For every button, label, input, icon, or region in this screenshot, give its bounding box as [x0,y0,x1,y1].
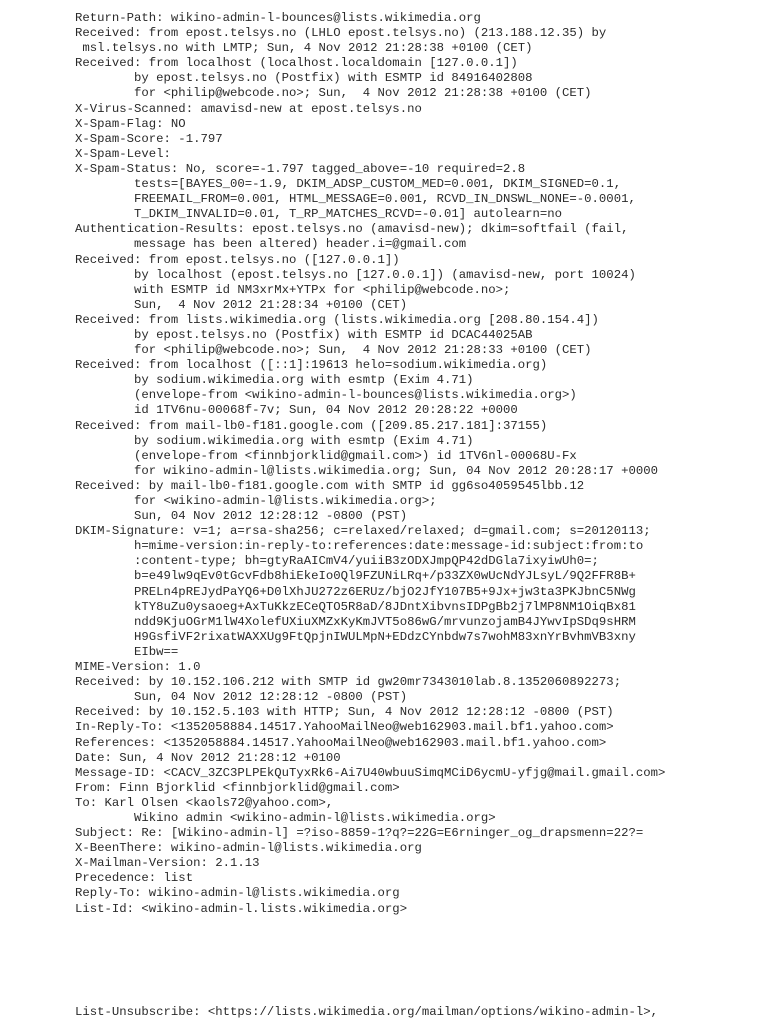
header-line: for <wikino-admin-l@lists.wikimedia.org>; [75,494,437,508]
header-line: From: Finn Bjorklid <finnbjorklid@gmail.com> [75,780,400,795]
header-line: by localhost (epost.telsys.no [127.0.0.1]) (amavisd-new, port 10024) [75,267,636,282]
header-line: for <philip@webcode.no>; Sun, 4 Nov 2012 21:28:33 +0100 (CET) [75,343,592,358]
header-line: FREEMAIL_FROM=0.001, HTML_MESSAGE=0.001, RCVD_IN_DNSWL_NONE=-0.0001, [75,192,636,207]
header-line: (envelope-from <finnbjorklid@gmail.com>) id 1TV6nl-00068U-Fx [75,448,577,463]
header-line: Authentication-Results: epost.telsys.no (amavisd-new); dkim=softfail (fail, [75,222,629,237]
header-line: Reply-To: wikino-admin-l@lists.wikimedia.org [75,886,400,901]
header-line: for <philip@webcode.no>; Sun, 4 Nov 2012 21:28:38 +0100 (CET) [75,86,592,101]
header-line: Subject: Re: [Wikino-admin-l] =?iso-8859-1?q?=22G=E6rninger_og_drapsmenn=22?= [75,826,644,841]
header-line: Precedence: list [75,871,194,886]
header-line: Message-ID: <CACV_3ZC3PLPEkQuTyxRk6-Ai7U40wbuuSimqMCiD6ycmU-yfjg@mail.gmail.com> [75,765,666,780]
header-line: msl.telsys.no with LMTP; Sun, 4 Nov 2012 21:28:38 +0100 (CET) [75,41,533,56]
header-line: Received: from epost.telsys.no (LHLO epost.telsys.no) (213.188.12.35) by [75,26,607,41]
header-line: by sodium.wikimedia.org with esmtp (Exim 4.71) [75,433,474,448]
header-line: by epost.telsys.no (Postfix) with ESMTP id DCAC44025AB [75,327,533,342]
header-line: X-Virus-Scanned: amavisd-new at epost.telsys.no [75,101,422,116]
header-line: :content-type; bh=gtyRaAICmV4/yuiiB3zODXJmpQP42dDGla7ixyiwUh0=; [75,554,599,569]
header-line: X-BeenThere: wikino-admin-l@lists.wikimedia.org [75,841,422,856]
header-line: by epost.telsys.no (Postfix) with ESMTP id 84916402808 [75,71,533,86]
header-line: Received: from lists.wikimedia.org (lists.wikimedia.org [208.80.154.4]) [75,312,599,327]
header-line: DKIM-Signature: v=1; a=rsa-sha256; c=relaxed/relaxed; d=gmail.com; s=20120113; [75,524,651,539]
header-line: Received: from mail-lb0-f181.google.com ([209.85.217.181]:37155) [75,418,548,433]
header-line: Received: from localhost (localhost.localdomain [127.0.0.1]) [75,56,518,71]
header-line: tests=[BAYES_00=-1.9, DKIM_ADSP_CUSTOM_MED=0.001, DKIM_SIGNED=0.1, [75,177,622,192]
header-line: h=mime-version:in-reply-to:references:date:message-id:subject:from:to [75,539,644,554]
header-line: for wikino-admin-l@lists.wikimedia.org; Sun, 04 Nov 2012 20:28:17 +0000 [75,463,658,478]
header-line: Received: by 10.152.106.212 with SMTP id gw20mr7343010lab.8.1352060892273; [75,675,622,690]
header-line: b=e49lw9qEv0tGcvFdb8hiEkeIo0Ql9FZUNiLRq+/p33ZX0wUcNdYJLsyL/9Q2FFR8B+ [75,569,636,584]
header-line: X-Mailman-Version: 2.1.13 [75,856,260,871]
header-line: kTY8uZu0ysaoeg+AxTuKkzECeQTO5R8aD/8JDntXibvnsIDPgBb2j7lMP8NM1OiqBx81 [75,599,636,614]
header-line: Sun, 4 Nov 2012 21:28:34 +0100 (CET) [75,297,408,312]
header-line: Received: from epost.telsys.no ([127.0.0.1]) [75,252,400,267]
header-line: by sodium.wikimedia.org with esmtp (Exim 4.71) [75,373,474,388]
header-line: List-Id: <wikino-admin-l.lists.wikimedia.org> [75,901,408,916]
header-line: (envelope-from <wikino-admin-l-bounces@lists.wikimedia.org>) [75,388,577,403]
header-line: EIbw== [75,644,179,659]
email-header-block [75,11,665,917]
header-line: ndd9KjuOGrM1lW4XolefUXiuXMZxKyKmJVT5o86wG/mrvunzojamB4JYwvIpSDq9sHRM [75,614,636,629]
header-line: Received: from localhost ([::1]:19613 helo=sodium.wikimedia.org) [75,358,548,373]
header-line: message has been altered) header.i=@gmail.com [75,237,467,252]
header-line: To: Karl Olsen <kaols72@yahoo.com>, [75,795,334,810]
header-line: X-Spam-Flag: NO [75,116,186,131]
header-line: MIME-Version: 1.0 [75,660,201,675]
header-line: with ESMTP id NM3xrMx+YTPx for <philip@webcode.no>; [75,282,511,297]
header-line: Return-Path: wikino-admin-l-bounces@lists.wikimedia.org [75,11,481,25]
header-line: X-Spam-Score: -1.797 [75,131,223,146]
header-line: id 1TV6nu-00068f-7v; Sun, 04 Nov 2012 20:28:22 +0000 [75,403,518,418]
header-line: Received: by 10.152.5.103 with HTTP; Sun, 4 Nov 2012 12:28:12 -0800 (PST) [75,705,614,720]
header-line: Wikino admin <wikino-admin-l@lists.wikimedia.org> [75,810,496,825]
header-line: References: <1352058884.14517.YahooMailNeo@web162903.mail.bf1.yahoo.com> [75,735,607,750]
header-line: PRELn4pREJydPaYQ6+D0lXhJU272z6ERUz/bjO2JfY107B5+9Jx+jw3ta3PKJbnC5NWg [75,584,636,599]
header-line: Sun, 04 Nov 2012 12:28:12 -0800 (PST) [75,690,408,705]
header-line: Received: by mail-lb0-f181.google.com with SMTP id gg6so4059545lbb.12 [75,478,585,493]
list-unsubscribe-line: List-Unsubscribe: <https://lists.wikimedia.org/mailman/options/wikino-admin-l>, [75,1005,658,1019]
header-line: In-Reply-To: <1352058884.14517.YahooMailNeo@web162903.mail.bf1.yahoo.com> [75,720,614,735]
header-line: X-Spam-Status: No, score=-1.797 tagged_above=-10 required=2.8 [75,161,526,176]
header-line: X-Spam-Level: [75,146,171,161]
header-line: Date: Sun, 4 Nov 2012 21:28:12 +0100 [75,750,341,765]
header-line: H9GsfiVF2rixatWAXXUg9FtQpjnIWULMpN+EDdzCYnbdw7s7wohM83xnYrBvhmVB3xny [75,629,636,644]
header-line: T_DKIM_INVALID=0.01, T_RP_MATCHES_RCVD=-0.01] autolearn=no [75,207,563,222]
header-line: Sun, 04 Nov 2012 12:28:12 -0800 (PST) [75,509,408,524]
